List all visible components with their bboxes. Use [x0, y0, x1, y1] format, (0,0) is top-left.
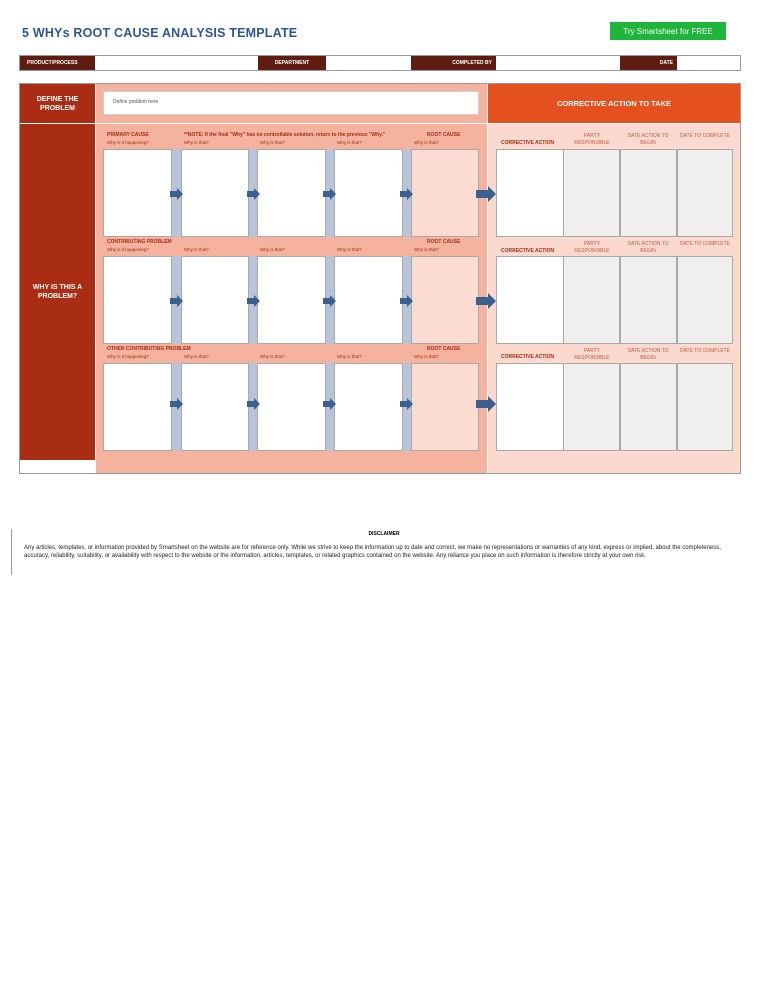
connector-strip [172, 256, 181, 344]
why-that-label: Why is that? [184, 140, 209, 145]
why-that-label: Why is that? [260, 354, 285, 359]
note-text: **NOTE: If the final "Why" has no controllable solution, return to the previous "Why." [184, 132, 386, 138]
why-box-1[interactable] [103, 363, 172, 451]
party-responsible-box[interactable] [563, 256, 620, 344]
why-that-label: Why is that? [260, 247, 285, 252]
define-problem-label: DEFINE THE PROBLEM [20, 84, 95, 123]
corrective-action-label: CORRECTIVE ACTION [501, 248, 555, 254]
why-box-4[interactable] [334, 256, 403, 344]
completed-by-label: COMPLETED BY [411, 56, 496, 70]
department-label: DEPARTMENT [258, 56, 326, 70]
why-box-2[interactable] [181, 149, 249, 237]
primary-cause-label: PRIMARY CAUSE [107, 132, 149, 138]
root-cause-box[interactable] [411, 256, 479, 344]
completed-by-field[interactable] [497, 56, 619, 70]
why-that-label: Why is that? [260, 140, 285, 145]
date-complete-box[interactable] [677, 149, 733, 237]
try-smartsheet-button[interactable]: Try Smartsheet for FREE [610, 22, 726, 40]
date-complete-box[interactable] [677, 256, 733, 344]
corrective-action-box[interactable] [496, 256, 564, 344]
why-that-label: Why is that? [414, 140, 439, 145]
define-problem-input[interactable]: Define problem here [103, 91, 479, 115]
why-happening-label: Why is it happening? [107, 140, 149, 145]
disclaimer-title: DISCLAIMER [368, 531, 400, 537]
date-begin-box[interactable] [620, 149, 677, 237]
page-title: 5 WHYs ROOT CAUSE ANALYSIS TEMPLATE [22, 26, 298, 40]
connector-strip [249, 363, 257, 451]
product-process-label: PRODUCT/PROCESS [20, 56, 95, 70]
other-contributing-problem-label: OTHER CONTRIBUTING PROBLEM [107, 346, 191, 352]
root-cause-label: ROOT CAUSE [427, 239, 461, 245]
connector-strip [403, 149, 411, 237]
corrective-action-header: CORRECTIVE ACTION TO TAKE [488, 84, 740, 123]
why-that-label: Why is that? [337, 354, 362, 359]
date-complete-label: DATE TO COMPLETE [679, 348, 730, 354]
date-label: DATE [620, 56, 677, 70]
party-responsible-label: PARTY RESPONSIBLE [574, 348, 610, 361]
why-box-3[interactable] [257, 256, 326, 344]
party-responsible-box[interactable] [563, 149, 620, 237]
disclaimer-text: Any articles, templates, or information provided by Smartsheet on the website are for reference only. While we strive to keep the information up to date and correct, we make no representations or warranties of any kind, express or implied, about the completeness, accuracy, reliability, suitability, or availability with respect to the website or the information, articles, templates, or related graphics contained on the website. Any reliance you place on such information is therefore strictly at your own risk. [24, 545, 721, 559]
corrective-action-label: CORRECTIVE ACTION [501, 354, 555, 360]
date-begin-box[interactable] [620, 256, 677, 344]
why-box-3[interactable] [257, 149, 326, 237]
why-box-1[interactable] [103, 256, 172, 344]
why-box-4[interactable] [334, 363, 403, 451]
party-responsible-box[interactable] [563, 363, 620, 451]
why-that-label: Why is that? [184, 354, 209, 359]
contributing-problem-label: CONTRIBUTING PROBLEM [107, 239, 172, 245]
corrective-action-box[interactable] [496, 149, 564, 237]
why-that-label: Why is that? [337, 247, 362, 252]
connector-strip [326, 256, 334, 344]
why-that-label: Why is that? [337, 140, 362, 145]
party-responsible-label: PARTY RESPONSIBLE [574, 133, 610, 146]
connector-strip [249, 256, 257, 344]
connector-strip [326, 363, 334, 451]
product-process-field[interactable] [96, 56, 257, 70]
why-that-label: Why is that? [184, 247, 209, 252]
date-begin-label: DATE ACTION TO BEGIN [627, 348, 669, 361]
connector-strip [403, 363, 411, 451]
date-begin-box[interactable] [620, 363, 677, 451]
why-box-4[interactable] [334, 149, 403, 237]
root-cause-box[interactable] [411, 149, 479, 237]
connector-strip [249, 149, 257, 237]
connector-strip [326, 149, 334, 237]
why-happening-label: Why is it happening? [107, 247, 149, 252]
party-responsible-label: PARTY RESPONSIBLE [574, 241, 610, 254]
root-cause-box[interactable] [411, 363, 479, 451]
connector-strip [172, 363, 181, 451]
date-field[interactable] [678, 56, 740, 70]
why-that-label: Why is that? [414, 354, 439, 359]
corrective-action-box[interactable] [496, 363, 564, 451]
date-complete-box[interactable] [677, 363, 733, 451]
why-box-3[interactable] [257, 363, 326, 451]
why-happening-label: Why is it happening? [107, 354, 149, 359]
root-cause-label: ROOT CAUSE [427, 132, 461, 138]
date-begin-label: DATE ACTION TO BEGIN [627, 241, 669, 254]
why-box-1[interactable] [103, 149, 172, 237]
date-complete-label: DATE TO COMPLETE [679, 133, 730, 139]
connector-strip [172, 149, 181, 237]
root-cause-label: ROOT CAUSE [427, 346, 461, 352]
why-problem-label: WHY IS THIS A PROBLEM? [20, 124, 95, 460]
connector-strip [403, 256, 411, 344]
date-begin-label: DATE ACTION TO BEGIN [627, 133, 669, 146]
department-field[interactable] [327, 56, 410, 70]
corrective-action-label: CORRECTIVE ACTION [501, 140, 555, 146]
why-box-2[interactable] [181, 256, 249, 344]
why-box-2[interactable] [181, 363, 249, 451]
why-that-label: Why is that? [414, 247, 439, 252]
date-complete-label: DATE TO COMPLETE [679, 241, 730, 247]
